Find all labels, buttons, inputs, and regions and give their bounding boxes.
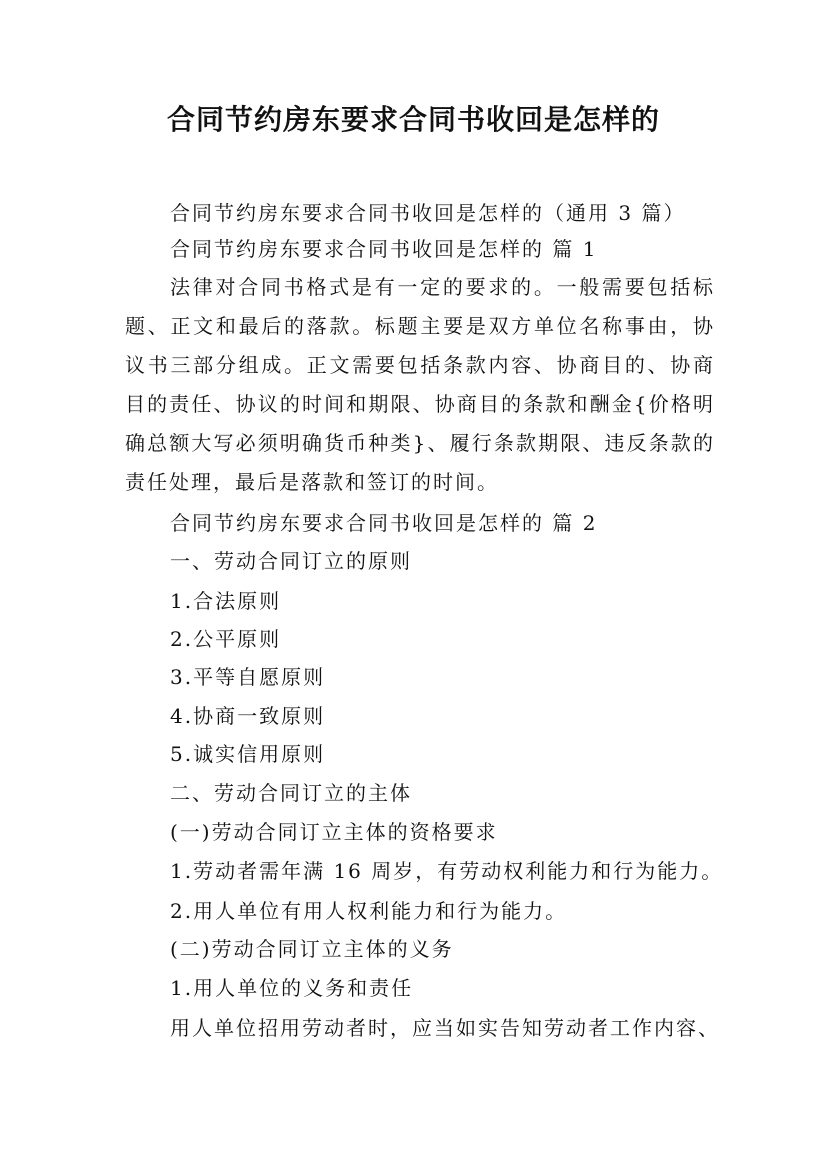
- section1-heading: 一、劳动合同订立的原则: [170, 549, 412, 573]
- section1-item: 1.合法原则: [170, 589, 282, 613]
- section1-item: 5.诚实信用原则: [170, 742, 326, 766]
- subsection2-item: 1.用人单位的义务和责任: [170, 976, 414, 1000]
- subsection1-heading: (一)劳动合同订立主体的资格要求: [170, 820, 498, 844]
- document-title: 合同节约房东要求合同书收回是怎样的: [166, 103, 660, 136]
- section1-item: 3.平等自愿原则: [170, 665, 326, 689]
- part1-paragraph: 法律对合同书格式是有一定的要求的。一般需要包括标题、正文和最后的落款。标题主要是双方单位名称事由，协议书三部分组成。正文需要包括条款内容、协商目的、协商目的责任、协议的时间和期限、协商目的条款和酬金{价格明确总额大写必须明确货币种类}、履行条款期限、违反条款的责任处理，最后是落款和签订的时间。: [125, 275, 715, 494]
- section1-item: 4.协商一致原则: [170, 704, 326, 728]
- document-subtitle: 合同节约房东要求合同书收回是怎样的（通用 3 篇）: [170, 201, 686, 225]
- last-line: 用人单位招用劳动者时，应当如实告知劳动者工作内容、: [170, 1016, 720, 1040]
- subsection2-heading: (二)劳动合同订立主体的义务: [170, 937, 454, 961]
- subsection1-item: 2.用人单位有用人权利能力和行为能力。: [170, 899, 568, 923]
- part2-heading: 合同节约房东要求合同书收回是怎样的 篇 2: [170, 511, 598, 535]
- section2-heading: 二、劳动合同订立的主体: [170, 781, 412, 805]
- section1-item: 2.公平原则: [170, 627, 282, 651]
- part1-heading: 合同节约房东要求合同书收回是怎样的 篇 1: [170, 237, 598, 261]
- subsection1-item: 1.劳动者需年满 16 周岁，有劳动权利能力和行为能力。: [170, 859, 724, 883]
